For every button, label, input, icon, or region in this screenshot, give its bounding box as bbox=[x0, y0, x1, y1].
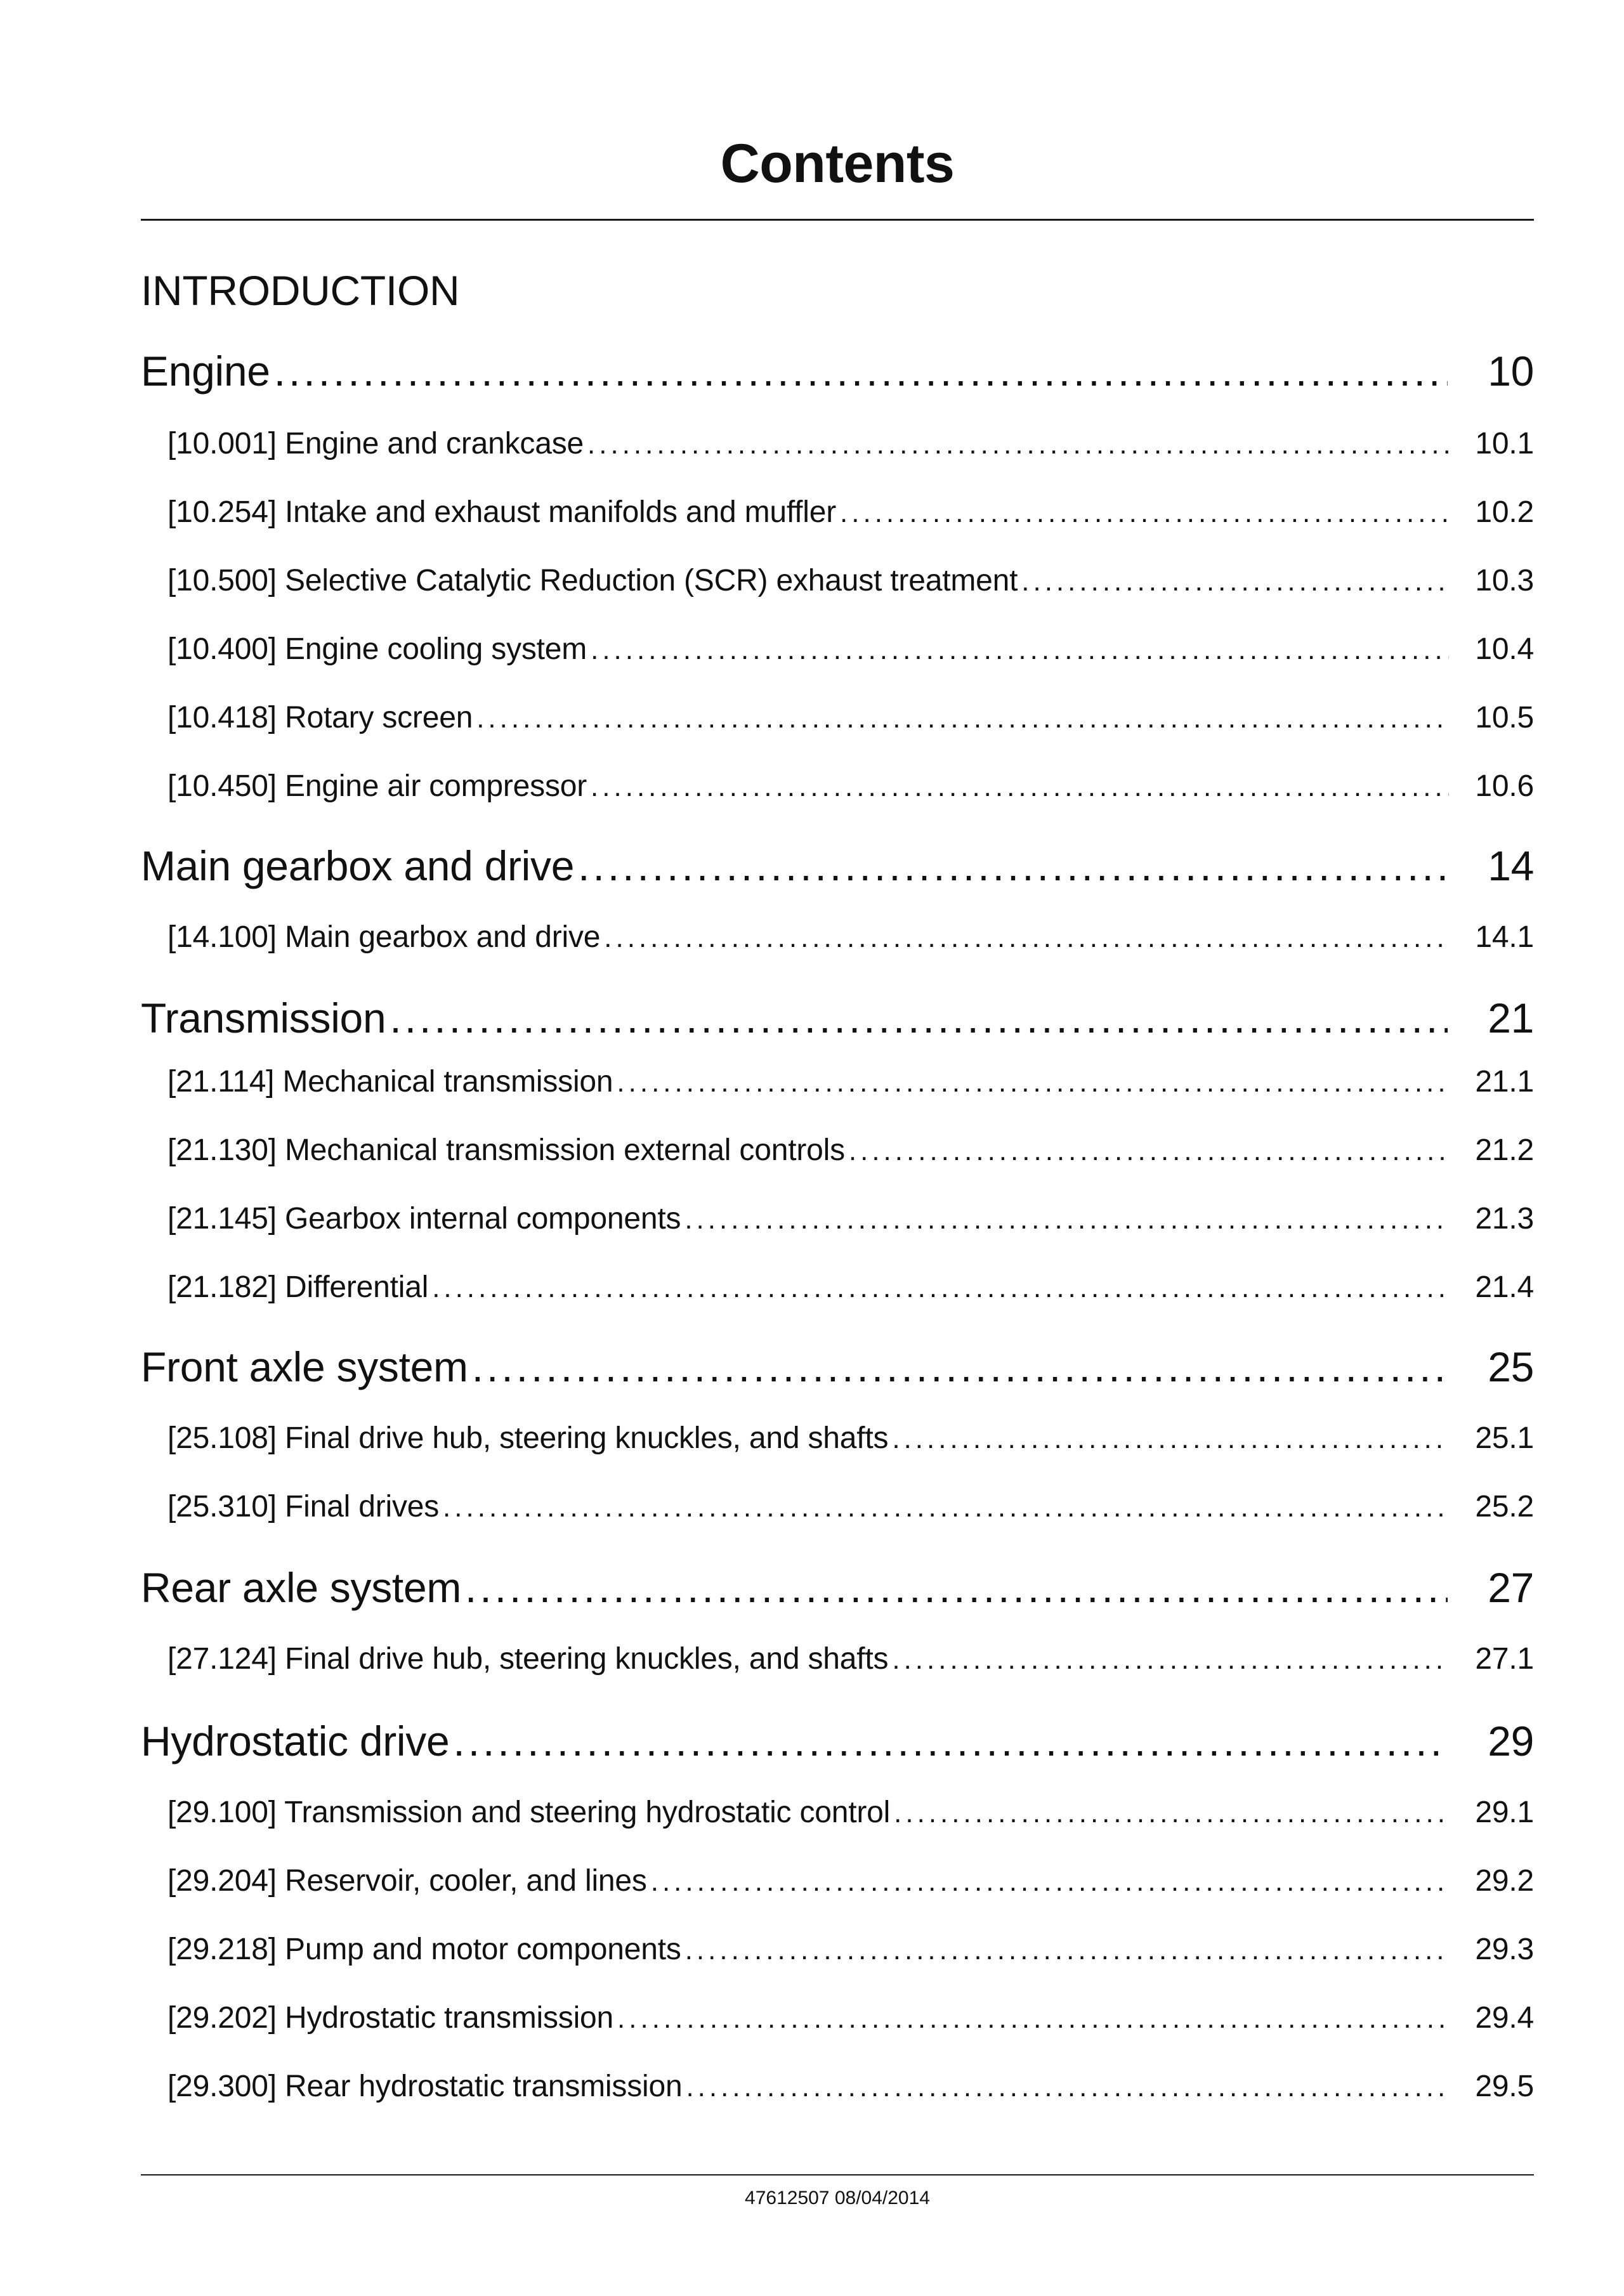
toc-leader-dots bbox=[651, 1863, 1449, 1901]
toc-leader-dots bbox=[684, 1201, 1449, 1239]
toc-entry[interactable] bbox=[167, 1862, 1534, 1901]
toc-section-label: Transmission bbox=[141, 995, 386, 1041]
toc-leader-dots bbox=[892, 1420, 1449, 1458]
title-divider bbox=[141, 219, 1534, 221]
toc-section-rear-axle[interactable] bbox=[141, 1562, 1534, 1613]
toc-entry-label: [29.300] Rear hydrostatic transmission bbox=[167, 2070, 683, 2103]
toc-entry-page: 21.4 bbox=[1475, 1270, 1534, 1304]
toc-entry-page: 25.2 bbox=[1475, 1490, 1534, 1523]
toc-entry-label: [29.204] Reservoir, cooler, and lines bbox=[167, 1864, 647, 1898]
toc-entry[interactable] bbox=[167, 562, 1534, 601]
toc-section-engine[interactable] bbox=[141, 346, 1534, 396]
toc-section-label: Engine bbox=[141, 348, 270, 395]
toc-entry-label: [25.310] Final drives bbox=[167, 1490, 440, 1523]
toc-entry-page: 29.3 bbox=[1475, 1933, 1534, 1966]
toc-section-label: Main gearbox and drive bbox=[141, 842, 575, 889]
toc-entry-label: [29.202] Hydrostatic transmission bbox=[167, 2001, 614, 2035]
toc-entry-label: [10.001] Engine and crankcase bbox=[167, 427, 584, 460]
toc-entry-page: 25.1 bbox=[1475, 1421, 1534, 1455]
toc-leader-dots bbox=[685, 1931, 1449, 1969]
toc-section-page: 25 bbox=[1488, 1343, 1534, 1390]
toc-entry[interactable] bbox=[167, 1999, 1534, 2038]
toc-entry-label: [21.130] Mechanical transmission external controls bbox=[167, 1133, 845, 1167]
toc-entry[interactable] bbox=[167, 1419, 1534, 1458]
toc-entry-page: 10.3 bbox=[1475, 564, 1534, 597]
toc-entry-label: [25.108] Final drive hub, steering knuckles, and shafts bbox=[167, 1421, 889, 1455]
toc-entry[interactable] bbox=[167, 2068, 1534, 2106]
toc-entry[interactable] bbox=[167, 1200, 1534, 1239]
toc-section-label: Hydrostatic drive bbox=[141, 1718, 450, 1764]
toc-entry-label: [10.418] Rotary screen bbox=[167, 701, 473, 734]
toc-leader-dots bbox=[465, 1562, 1448, 1613]
toc-leader-dots bbox=[432, 1269, 1449, 1307]
toc-leader-dots bbox=[892, 1641, 1449, 1679]
toc-entry-page: 29.5 bbox=[1475, 2070, 1534, 2103]
toc-entry[interactable] bbox=[167, 699, 1534, 738]
toc-leader-dots bbox=[453, 1716, 1448, 1766]
toc-leader-dots bbox=[472, 1341, 1448, 1392]
toc-entry-label: [10.254] Intake and exhaust manifolds and muffler bbox=[167, 495, 837, 529]
toc-leader-dots bbox=[840, 494, 1449, 532]
toc-entry-label: [21.182] Differential bbox=[167, 1270, 429, 1304]
toc-entry-label: [29.218] Pump and motor components bbox=[167, 1933, 681, 1966]
toc-leader-dots bbox=[578, 840, 1448, 891]
toc-entry-page: 21.3 bbox=[1475, 1202, 1534, 1236]
toc-section-hydrostatic-drive[interactable] bbox=[141, 1716, 1534, 1766]
toc-entry-label: [14.100] Main gearbox and drive bbox=[167, 920, 601, 954]
toc-entry-label: [29.100] Transmission and steering hydrostatic control bbox=[167, 1796, 891, 1829]
toc-entry-page: 21.1 bbox=[1475, 1065, 1534, 1099]
toc-entry-label: [10.450] Engine air compressor bbox=[167, 769, 587, 803]
toc-leader-dots bbox=[443, 1489, 1449, 1527]
toc-section-page: 27 bbox=[1488, 1564, 1534, 1611]
toc-leader-dots bbox=[476, 700, 1449, 738]
toc-leader-dots bbox=[274, 346, 1448, 396]
toc-entry-page: 10.1 bbox=[1475, 427, 1534, 460]
toc-section-page: 29 bbox=[1488, 1718, 1534, 1764]
toc-leader-dots bbox=[617, 2000, 1449, 2038]
toc-entry-page: 10.5 bbox=[1475, 701, 1534, 734]
toc-leader-dots bbox=[849, 1132, 1449, 1170]
toc-entry-page: 27.1 bbox=[1475, 1642, 1534, 1676]
toc-entry-page: 10.6 bbox=[1475, 769, 1534, 803]
toc-entry[interactable] bbox=[167, 630, 1534, 669]
toc-entry-label: [10.400] Engine cooling system bbox=[167, 632, 587, 666]
toc-section-front-axle[interactable] bbox=[141, 1341, 1534, 1392]
toc-leader-dots bbox=[617, 1064, 1449, 1102]
toc-entry-page: 14.1 bbox=[1475, 920, 1534, 954]
toc-entry-page: 29.4 bbox=[1475, 2001, 1534, 2035]
toc-entry-label: [27.124] Final drive hub, steering knuckles, and shafts bbox=[167, 1642, 889, 1676]
toc-entry[interactable] bbox=[167, 1269, 1534, 1307]
toc-entry-page: 29.2 bbox=[1475, 1864, 1534, 1898]
toc-entry[interactable] bbox=[167, 1132, 1534, 1170]
toc-entry[interactable] bbox=[167, 1063, 1534, 1102]
toc-section-main-gearbox[interactable] bbox=[141, 840, 1534, 891]
toc-entry[interactable] bbox=[167, 1931, 1534, 1969]
toc-leader-dots bbox=[604, 919, 1449, 957]
toc-leader-dots bbox=[591, 631, 1449, 669]
toc-entry-page: 21.2 bbox=[1475, 1133, 1534, 1167]
toc-section-page: 10 bbox=[1488, 348, 1534, 395]
toc-entry[interactable] bbox=[167, 425, 1534, 464]
toc-entry[interactable] bbox=[167, 1794, 1534, 1832]
toc-entry-label: [21.145] Gearbox internal components bbox=[167, 1202, 681, 1236]
toc-entry[interactable] bbox=[167, 1640, 1534, 1679]
footer-doc-id: 47612507 08/04/2014 bbox=[745, 2188, 930, 2208]
toc-entry-label: [21.114] Mechanical transmission bbox=[167, 1065, 613, 1099]
toc-leader-dots bbox=[1021, 563, 1449, 601]
toc-introduction-link[interactable]: INTRODUCTION bbox=[141, 267, 460, 314]
toc-entry-page: 29.1 bbox=[1475, 1796, 1534, 1829]
footer-divider bbox=[141, 2174, 1534, 2175]
toc-leader-dots bbox=[587, 426, 1449, 464]
toc-entry[interactable] bbox=[167, 918, 1534, 957]
toc-section-label: Rear axle system bbox=[141, 1564, 462, 1611]
toc-section-label: Front axle system bbox=[141, 1343, 468, 1390]
toc-leader-dots bbox=[591, 768, 1449, 806]
toc-entry-page: 10.2 bbox=[1475, 495, 1534, 529]
toc-leader-dots bbox=[686, 2068, 1449, 2106]
toc-leader-dots bbox=[390, 993, 1448, 1043]
toc-leader-dots bbox=[894, 1794, 1449, 1832]
toc-entry[interactable] bbox=[167, 767, 1534, 806]
toc-section-transmission[interactable] bbox=[141, 993, 1534, 1043]
toc-entry[interactable] bbox=[167, 493, 1534, 532]
toc-entry-label: [10.500] Selective Catalytic Reduction (SCR) exhaust treatment bbox=[167, 564, 1018, 597]
toc-entry[interactable] bbox=[167, 1488, 1534, 1527]
toc-section-page: 14 bbox=[1488, 842, 1534, 889]
page-title: Contents bbox=[720, 133, 955, 194]
toc-section-page: 21 bbox=[1488, 995, 1534, 1041]
toc-entry-page: 10.4 bbox=[1475, 632, 1534, 666]
